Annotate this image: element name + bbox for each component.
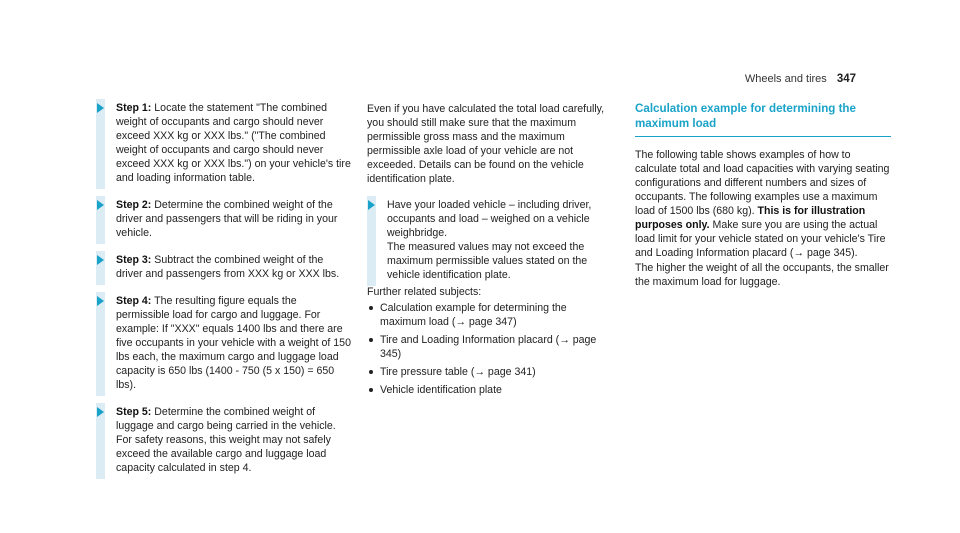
triangle-arrow-icon [97,296,104,306]
column-example [635,101,891,290]
weigh-step [367,198,615,282]
section-heading: Calculation example for determining the maximum load [635,101,891,137]
step-text: Locate the statement "The combined weight of occupants and cargo should never exceed XXX kg or XXX lbs." ("The combined weight of occupants and cargo should never exceed XXX kg or XXX lbs.") on your vehicle's tire and loading information table. [116,102,351,184]
triangle-arrow-icon [97,103,104,113]
step-label: Step 2: [116,199,152,211]
illustration-note: This is for illustration purposes only. [635,205,866,231]
step-label: Step 3: [116,254,152,266]
related-item[interactable]: Calculation example for determining the maximum load (→ page 347) [367,301,615,329]
step-2 [96,198,351,240]
triangle-arrow-icon [97,255,104,265]
related-list [367,301,615,397]
step-5 [96,405,351,475]
related-item[interactable]: Tire pressure table (→ page 341) [367,365,615,379]
page-header [745,72,856,86]
example-text-start: The following table shows examples of how to calculate total and load capacities with varying seating configurations and different numbers and sizes of occupants. The following examples use a maximum load of 1500 lbs (680 kg). [635,149,890,217]
related-item[interactable]: Tire and Loading Information placard (→ page 345) [367,333,615,361]
step-3 [96,253,351,281]
step-1 [96,101,351,185]
intro-paragraph: Even if you have calculated the total load carefully, you should still make sure that the maximum permissible gross mass and the maximum permissible axle load of your vehicle are not exceeded. Details can be found on the vehicle identification plate. [367,103,605,185]
weigh-step-note: The measured values may not exceed the maximum permissible values stated on the vehicle identification plate. [387,241,588,281]
step-text: The resulting figure equals the permissible load for cargo and luggage. For example: If "XXX" equals 1400 lbs and there are five occupants in your vehicle with a weight of 150 lbs each, the maximum cargo and luggage load capacity is 650 lbs (1400 - 750 (5 x 150) = 650 lbs). [116,295,351,391]
step-label: Step 1: [116,102,152,114]
triangle-arrow-icon [97,200,104,210]
page-number: 347 [836,73,856,85]
occupant-weight-paragraph: The higher the weight of all the occupants, the smaller the maximum load for luggage. [635,262,889,288]
step-bar [96,292,105,396]
further-label: Further related subjects: [367,286,482,298]
related-item: Vehicle identification plate [367,383,615,397]
example-text-end: Make sure you are using the actual load limit for your vehicle stated on your vehicle's Tire and Loading Information placard (→ page 345). [635,219,886,259]
triangle-arrow-icon [368,200,375,210]
step-4 [96,294,351,392]
step-text: Determine the combined weight of the driver and passengers that will be riding in your vehicle. [116,199,338,239]
step-label: Step 5: [116,406,152,418]
column-steps [96,101,351,488]
weigh-step-text: Have your loaded vehicle – including driver, occupants and load – weighed on a vehicle weighbridge. [387,199,592,239]
triangle-arrow-icon [97,407,104,417]
step-text: Subtract the combined weight of the driver and passengers from XXX kg or XXX lbs. [116,254,340,280]
example-paragraph [635,148,891,260]
column-middle [367,102,615,401]
step-label: Step 4: [116,295,152,307]
step-text: Determine the combined weight of luggage and cargo being carried in the vehicle. For safety reasons, this weight may not safely exceed the available cargo and luggage load capacity calculated in step 4. [116,406,336,474]
section-title: Wheels and tires [744,73,827,85]
